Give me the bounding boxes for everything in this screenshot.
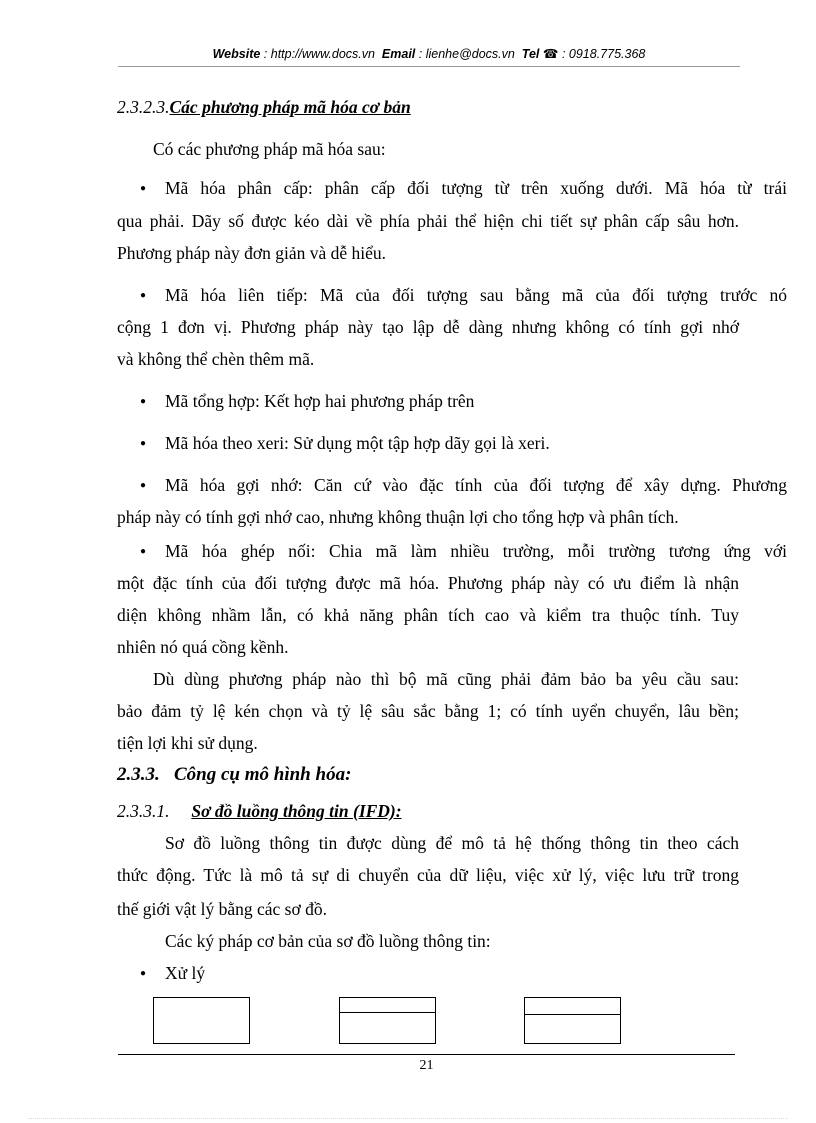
list-item-continuation: một đặc tính của đối tượng được mã hóa. Phương pháp này có ưu điểm là nhận <box>117 573 739 593</box>
ifd-paragraph: thức động. Tức là mô tả sự di chuyển của dữ liệu, việc xử lý, việc lưu trữ trong <box>117 865 739 885</box>
section-2331-heading <box>117 800 739 822</box>
section-233-heading <box>117 764 739 786</box>
list-item: ● Mã hóa ghép nối: Chia mã làm nhiều trường, mỗi trường tương ứng với <box>117 540 787 562</box>
section-title: Sơ đồ luồng thông tin (IFD): <box>191 801 402 821</box>
list-item-continuation: pháp này có tính gợi nhớ cao, nhưng không thuận lợi cho tổng hợp và phân tích. <box>117 507 679 527</box>
symbols-intro: Các ký pháp cơ bản của sơ đồ luồng thông tin: <box>165 931 491 951</box>
list-item: ● Xử lý <box>117 962 787 984</box>
list-item-continuation: Phương pháp này đơn giản và dễ hiểu. <box>117 243 387 263</box>
website-value: : http://www.docs.vn <box>263 47 375 61</box>
tel-label: Tel <box>521 47 540 61</box>
list-item-continuation: diện không nhầm lẫn, có khả năng phân tích cao và kiểm tra thuộc tính. Tuy <box>117 605 739 625</box>
section-title: Công cụ mô hình hóa: <box>174 764 352 785</box>
conclusion-paragraph: bảo đảm tỷ lệ kén chọn và tỷ lệ sâu sắc bằng 1; có tính uyển chuyển, lâu bền; <box>117 701 739 721</box>
list-item-continuation: và không thể chèn thêm mã. <box>117 349 315 369</box>
list-item: ● Mã hóa liên tiếp: Mã của đối tượng sau bằng mã của đối tượng trước nó <box>117 284 787 306</box>
tel-value: : 0918.775.368 <box>561 47 646 61</box>
section-2323-heading <box>117 96 739 118</box>
process-symbol-plain <box>153 997 250 1044</box>
phone-icon: ☎ <box>542 47 559 61</box>
process-symbol-with-header <box>339 997 436 1044</box>
page-header <box>118 46 740 61</box>
website-label: Website <box>212 47 261 61</box>
footer-divider <box>118 1054 735 1055</box>
section-number: 2.3.3.1. <box>117 801 170 821</box>
ifd-paragraph: Sơ đồ luồng thông tin được dùng để mô tả hệ thống thông tin theo cách <box>165 833 739 853</box>
symbol-divider <box>525 1014 620 1015</box>
symbol-divider <box>340 1012 435 1013</box>
email-label: Email <box>381 47 416 61</box>
email-value: : lienhe@docs.vn <box>418 47 515 61</box>
intro-paragraph: Có các phương pháp mã hóa sau: <box>153 139 386 159</box>
process-symbol-with-header <box>524 997 621 1044</box>
list-item-continuation: qua phải. Dãy số được kéo dài về phía phải thể hiện chi tiết sự phân cấp sâu hơn. <box>117 211 739 231</box>
conclusion-paragraph: tiện lợi khi sử dụng. <box>117 733 258 753</box>
section-title: Các phương pháp mã hóa cơ bản <box>169 97 411 117</box>
page-edge <box>28 1118 788 1119</box>
list-item: ● Mã hóa theo xeri: Sử dụng một tập hợp dãy gọi là xeri. <box>117 432 787 454</box>
page-number: 21 <box>419 1058 434 1073</box>
list-item-continuation: cộng 1 đơn vị. Phương pháp này tạo lập dễ dàng nhưng không có tính gợi nhớ <box>117 317 739 337</box>
header-divider <box>118 66 740 67</box>
section-number: 2.3.3. <box>117 764 160 785</box>
list-item: ● Mã hóa gợi nhớ: Căn cứ vào đặc tính của đối tượng để xây dựng. Phương <box>117 474 787 496</box>
ifd-paragraph: thế giới vật lý bằng các sơ đồ. <box>117 899 327 919</box>
list-item: ● Mã hóa phân cấp: phân cấp đối tượng từ trên xuống dưới. Mã hóa từ trái <box>117 177 787 199</box>
list-item-continuation: nhiên nó quá cồng kềnh. <box>117 637 289 657</box>
conclusion-paragraph: Dù dùng phương pháp nào thì bộ mã cũng phải đảm bảo ba yêu cầu sau: <box>153 669 739 689</box>
section-number: 2.3.2.3. <box>117 97 170 117</box>
list-item: ● Mã tổng hợp: Kết hợp hai phương pháp trên <box>117 390 787 412</box>
